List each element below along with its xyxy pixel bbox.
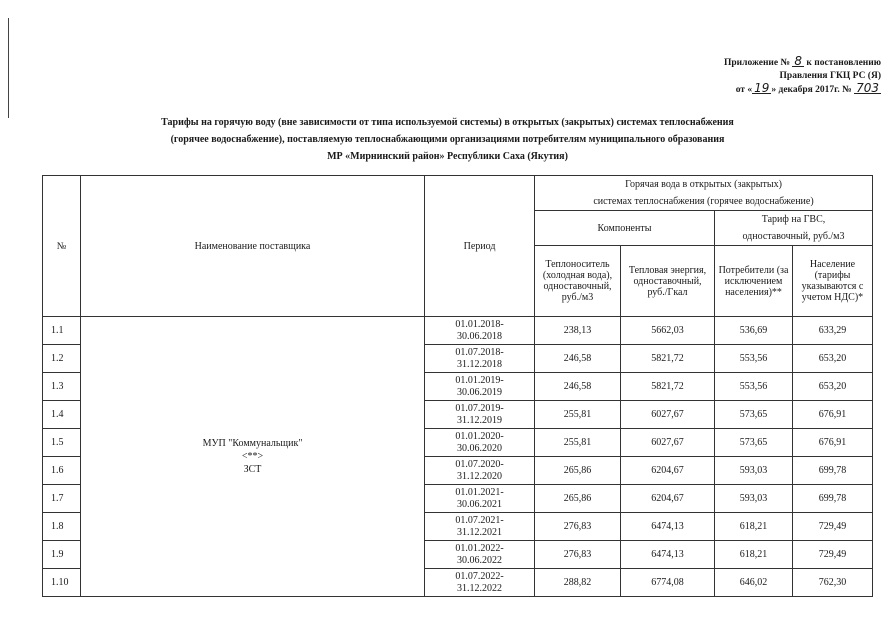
header-group-line1: Горячая вода в открытых (закрытых) [625,179,782,190]
row-period: 01.07.2020- 31.12.2020 [425,457,535,485]
row-energy: 6027,67 [621,401,715,429]
row-coolant: 276,83 [535,541,621,569]
appendix-number: 8 [794,54,803,68]
title-line-2: (горячее водоснабжение), поставляемую теплоснабжающими организациями потребителям муниципального образования [170,134,725,145]
row-energy: 6474,13 [621,513,715,541]
row-coolant: 246,58 [535,373,621,401]
row-consumers: 536,69 [715,317,793,345]
header-hot-water-group [535,176,873,211]
row-population: 762,30 [793,569,873,597]
row-period: 01.01.2018- 30.06.2018 [425,317,535,345]
row-coolant: 255,81 [535,429,621,457]
row-population: 653,20 [793,345,873,373]
row-population: 699,78 [793,485,873,513]
header-period: Период [425,176,535,317]
row-population: 699,78 [793,457,873,485]
row-num: 1.10 [43,569,81,597]
appendix-line2: Правления ГКЦ РС (Я) [779,71,881,81]
decree-date-middle: » декабря 2017г. № [771,85,852,95]
row-num: 1.7 [43,485,81,513]
row-population: 653,20 [793,373,873,401]
row-population: 729,49 [793,513,873,541]
header-components: Компоненты [535,211,715,246]
row-period: 01.07.2022- 31.12.2022 [425,569,535,597]
row-consumers: 646,02 [715,569,793,597]
row-population: 633,29 [793,317,873,345]
decree-date-prefix: от « [735,85,753,95]
title-line-3: МР «Мирнинский район» Республики Саха (Якутия) [327,151,568,162]
title-line-1: Тарифы на горячую воду (вне зависимости от типа используемой системы) в открытых (закрытых) системах теплоснабжения [161,117,734,128]
supplier-name: МУП "Коммунальщик" [202,438,303,449]
document-title [0,114,895,165]
table-row [43,317,873,345]
supplier-zone: ЗСТ [243,464,262,475]
row-consumers: 618,21 [715,541,793,569]
appendix-line1 [724,56,881,70]
row-energy: 6027,67 [621,429,715,457]
header-num: № [43,176,81,317]
row-energy: 5821,72 [621,373,715,401]
row-coolant: 265,86 [535,457,621,485]
row-period: 01.07.2019- 31.12.2019 [425,401,535,429]
row-num: 1.4 [43,401,81,429]
decree-day: 19 [754,81,770,95]
row-num: 1.8 [43,513,81,541]
header-tariff [715,211,873,246]
supplier-cell [81,317,425,597]
appendix-prefix: Приложение № [723,58,791,68]
row-energy: 6474,13 [621,541,715,569]
header-consumers: Потребители (за исключением населения)** [715,246,793,317]
row-coolant: 238,13 [535,317,621,345]
row-consumers: 593,03 [715,485,793,513]
row-energy: 6204,67 [621,457,715,485]
row-period: 01.01.2019- 30.06.2019 [425,373,535,401]
row-consumers: 553,56 [715,345,793,373]
header-thermal-energy: Тепловая энергия, одноставочный, руб./Гкал [621,246,715,317]
row-coolant: 255,81 [535,401,621,429]
row-consumers: 593,03 [715,457,793,485]
header-population: Население (тарифы указываются с учетом НДС)* [793,246,873,317]
row-num: 1.6 [43,457,81,485]
row-energy: 6204,67 [621,485,715,513]
row-coolant: 246,58 [535,345,621,373]
row-consumers: 573,65 [715,401,793,429]
tariff-table [42,175,873,597]
appendix-reference [724,56,881,97]
margin-line [8,18,9,118]
row-energy: 6774,08 [621,569,715,597]
appendix-line3 [724,83,881,97]
row-period: 01.01.2022- 30.06.2022 [425,541,535,569]
header-group-line2: системах теплоснабжения (горячее водоснабжение) [593,196,814,207]
row-num: 1.3 [43,373,81,401]
row-population: 729,49 [793,541,873,569]
row-energy: 5821,72 [621,345,715,373]
appendix-suffix: к постановлению [806,58,881,68]
row-num: 1.9 [43,541,81,569]
header-supplier: Наименование поставщика [81,176,425,317]
decree-number: 703 [856,81,879,95]
row-period: 01.01.2021- 30.06.2021 [425,485,535,513]
row-consumers: 573,65 [715,429,793,457]
row-coolant: 276,83 [535,513,621,541]
row-population: 676,91 [793,401,873,429]
row-period: 01.01.2020- 30.06.2020 [425,429,535,457]
row-num: 1.1 [43,317,81,345]
header-tariff-line1: Тариф на ГВС, [761,214,826,225]
row-energy: 5662,03 [621,317,715,345]
row-num: 1.2 [43,345,81,373]
row-num: 1.5 [43,429,81,457]
row-coolant: 265,86 [535,485,621,513]
row-population: 676,91 [793,429,873,457]
row-coolant: 288,82 [535,569,621,597]
row-period: 01.07.2021- 31.12.2021 [425,513,535,541]
header-tariff-line2: одноставочный, руб./м3 [742,231,845,242]
row-consumers: 553,56 [715,373,793,401]
supplier-note: <**> [241,451,264,462]
row-consumers: 618,21 [715,513,793,541]
header-coolant: Теплоноситель (холодная вода), одноставочный, руб./м3 [535,246,621,317]
row-period: 01.07.2018- 31.12.2018 [425,345,535,373]
